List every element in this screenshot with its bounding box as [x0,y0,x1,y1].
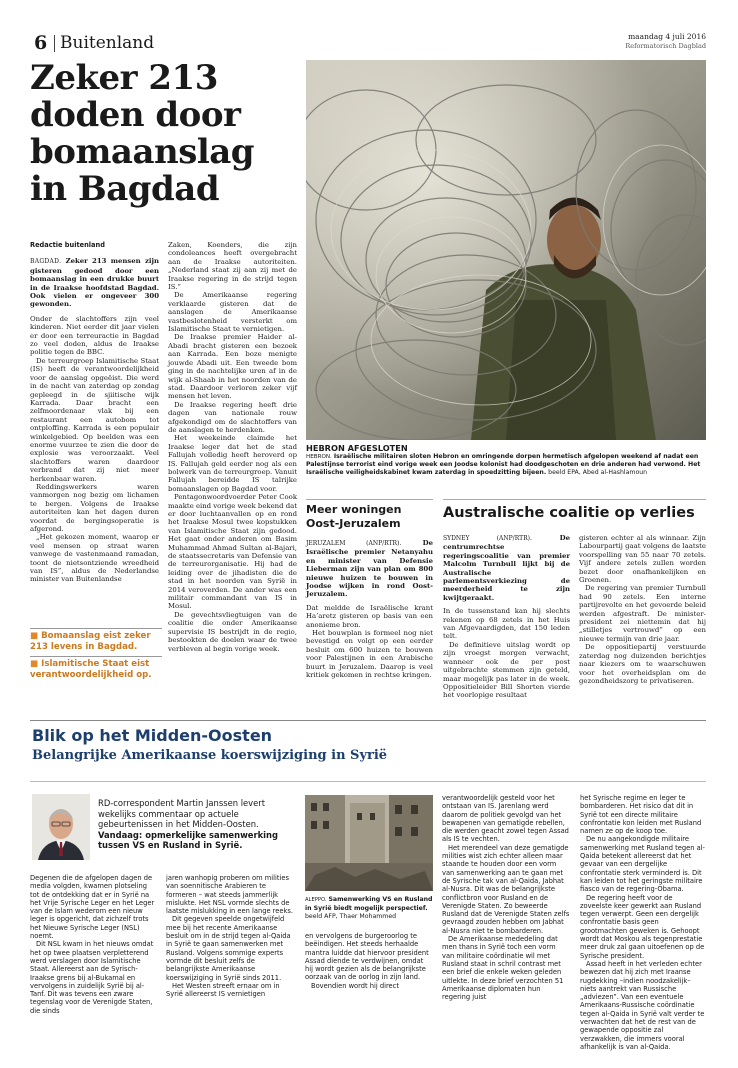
paragraph: De oppositiepartij verstuurde zaterdag nog duizenden berichtjes naar kiezers om te waarschuwen voor het overheidsplan om de gezondheidszorg te privatiseren. [579,643,706,685]
bullet-item: ■ Islamitische Staat eist verantwoordelijkheid op. [30,659,152,680]
column-col1 [30,874,158,1015]
caption-credit: beeld AFP, Thaer Mohammed [305,912,397,920]
section-title: Buitenland [60,33,155,53]
paragraph: Het bouwplan is formeel nog niet bevestigd en volgt op een eerder besluit om 600 huizen te bouwen voor Palestijnen in een Arabische buurt in Jeruzalem. Daarop is veel kritiek gekomen in rechtse kringen. [306,629,433,680]
paragraph: De nu aangekondigde militaire samenwerking met Rusland tegen al-Qaida betekent allereerst dat het gevaar van een dergelijke confrontatie sterk verminderd is. Dit kan leiden tot het geringste militaire fiasco van de regering-Obama. [580,835,705,894]
hebron-caption [306,444,706,477]
byline: Redactie buitenland [30,241,105,249]
paragraph: Degenen die de afgelopen dagen de media volgden, kwamen plotseling tot de ontdekking dat er in Syrië na het Vrije Syrische Leger en het Leger van de Islam wederom een nieuw leger is opgericht, dat zichzelf trots het Nieuwe Syrische Leger (NSL) noemt. [30,874,155,941]
dateline: BAGDAD. [30,258,62,266]
paragraph: „Het gekozen moment, waarop er veel mensen op straat waren vanwege de vastenmaand ramadan, toont de nietsontziende wreedheid van IS”, aldus de Nederlandse minister van Buitenlandse [30,533,159,584]
paragraph: en vervolgens de burgeroorlog te beëindigen. Het steeds herhaalde mantra luidde dat hiervoor president Assad diende te verdwijnen, omdat hij wordt gezien als de belangrijkste oorzaak van de oorlog in zijn land. [305,932,429,982]
header-paper: Reformatorisch Dagblad [625,42,706,50]
bullet-list [30,628,162,680]
paragraph: De gevechtsvliegtuigen van de coalitie die onder Amerikaanse supervisie IS bestrijdt in de regio, bestookten de doelen waar de twee verbleven al begin vorige week. [168,610,297,653]
headline-line: Zeker 213 [30,58,218,98]
article-jeruzalem [306,503,433,680]
paragraph: In de tussenstand kan hij slechts rekenen op 68 zetels in het Huis van Afgevaardigden, dat 150 leden telt. [443,607,570,641]
article-australie-col2 [579,534,706,685]
paragraph: De regering heeft voor de zoveelste keer gewerkt aan Rusland tegen verwerpt. Geen een dergelijk confrontatie basis geen grootmachten geweken is. Gehoopt wordt dat Moskou als tegenprestatie meer druk zal gaan uitoefenen op de Syrische president. [580,893,705,960]
soldier-barbed-wire-image [306,60,706,440]
paragraph: Assad heeft in het verleden echter bewezen dat hij zich met Iraanse rugdekking –indien noodzakelijk– niets aantrekt van Russische „adviezen”. Van een eventuele Amerikaans-Russische coördinatie tegen al-Qaida in Syrië valt verder te verwachten dat het de rest van de gewapende oppositie zal verzwakken, die immers vooral afhankelijk is van al-Qaida. [580,959,705,1051]
article-headline: Meer woningen Oost-Jeruzalem [306,503,402,530]
paragraph: De terreurgroep Islamitische Staat (IS) heeft de verantwoordelijkheid voor de aanslag opgeëist. Die werd in de nacht van zaterdag op zondag gepleegd in de sjiitische wijk Karrada. Daar bracht een zelfmoordenaar vlak bij een restaurant een autobom tot ontploffing. Karrada is een populair winkelgebied. Op beelden was een enorme vuurzee te zien die door de explosie was veroorzaakt. Veel slachtoffers waren daardoor verbrand dat zij niet meer herkenbaar waren. [30,356,159,483]
paragraph: jaren wanhopig proberen om milities van soennitische Arabieren te formeren – wat steeds jammerlijk mislukte. Het NSL vormde slechts de laatste mislukking in een lange reeks. [166,874,293,916]
article-australie-col1 [443,534,570,700]
column-title: Blik op het Midden-Oosten [32,726,273,745]
column-col4 [442,794,570,1001]
paragraph: Het Westen streeft ernaar om in Syrië allereerst IS vernietigen [166,981,280,999]
paragraph: Dit gegeven speelde ongetwijfeld mee bij het recente Amerikaanse besluit om in de strijd tegen al-Qaida in Syrië te gaan samenwerken met Rusland. Volgens sommige experts vormde dit besluit zelfs de belangrijkste Amerikaanse koerswijziging in Syrië sinds 2011. [166,915,291,982]
headline-line: doden door [30,95,241,135]
aleppo-caption [305,896,433,920]
paragraph: Het merendeel van deze gematigde milities wist zich echter alleen maar staande te houden door een vorm van samenwerking aan te gaan met de Syrische tak van al-Qaida, Jabhat al-Nusra. Dit was de belangrijkste conflictbron voor Rusland en de Verenigde Staten. Zo beweerde Rusland dat de Verenigde Staten zelfs gevraagd zouden hebben om Jabhat al-Nusra niet te bombarderen. [442,843,570,935]
paragraph: Onder de slachtoffers zijn veel kinderen. Niet eerder dit jaar vielen er door een terreuractie in Bagdad zo veel doden, aldus de Iraakse politie tegen de BBC. [30,314,159,357]
column-col3 [305,932,433,990]
portrait-image [32,794,90,860]
caption-title: HEBRON AFGESLOTEN [306,443,408,453]
paragraph: Dit NSL kwam in het nieuws omdat het op twee plaatsen verpletterend werd verslagen door Islamitische Staat. Allereerst aan de Syrisch-Iraakse grens bij al-Bukamal en vervolgens in zuidelijk Syrië bij al-Tanf. Dit was tevens een zware tegenslag voor de Verenigde Staten, die sinds [30,940,154,1015]
author-photo [32,794,90,860]
header-date: maandag 4 juli 2016 [628,32,706,41]
main-article-col1 [30,241,159,584]
ruined-street-image [305,795,433,891]
paragraph: Het weekeinde claimde het Iraakse leger dat het de stad Fallujah volledig heeft heroverd op IS. Fallujah geld eerder nog als een bolwerk van de terreurgroep. Vanuit Fallujah bereidde IS talrijke bomaanslagen op Bagdad voor. [168,434,297,493]
column-col2 [166,874,294,998]
divider [54,35,55,52]
paragraph: De Iraakse regering heeft drie dagen van nationale rouw afgekondigd om de slachtoffers van de aanslagen te herdenken. [168,400,297,434]
paragraph: Bovendien wordt hij direct [311,981,399,990]
paragraph: gisteren echter al als winnaar. Zijn Labourpartij gaat volgens de laatste voorspelling van 55 naar 70 zetels. Vijf andere zetels zullen worden bezet door onafhankelijken en Groenen. [579,534,706,585]
caption-credit: beeld EPA, Abed al-Hashlamoun [548,469,648,476]
paragraph: Reddingswerkers waren vanmorgen nog bezig om lichamen te bergen. Volgens de Iraakse autoriteiten kan het dagen duren voordat de bergingsoperatie is afgerond. [30,482,159,533]
paragraph: De Amerikaanse mededeling dat men thans in Syrië toch een vorm van militaire coördinatie wil met Rusland staat in schril contrast met een brief die enkele weken geleden uitlekte. In deze brief verzochten 51 Amerikaanse diplomaten hun regering juist [442,935,564,1002]
main-headline [30,60,300,208]
column-col5 [580,794,706,1051]
paragraph: De Iraakse premier Haider al-Abadi bracht gisteren een bezoek aan Karrada. Een boze menigte jouwde Abadi uit. Een tweede bom ging in de nachtelijke uren af in de wijk al-Shaab in het noorden van de stad. Daardoor verloren zeker vijf mensen het leven. [168,333,297,401]
dateline: SYDNEY (ANP/RTR). [443,535,532,542]
page-number: 6 [34,32,48,54]
column-intro: RD-correspondent Martin Janssen levert wekelijks commentaar op actuele gebeurtenissen in het Midden-Oosten. Vandaag: opmerkelijke samenwerking tussen VS en Rusland in Syrië. [98,798,279,850]
bullet-item: ■ Bomaanslag eist zeker 213 levens in Bagdad. [30,631,151,652]
headline-line: in Bagdad [30,169,220,209]
column-subtitle: Belangrijke Amerikaanse koerswijziging in Syrië [32,748,388,763]
paragraph: De regering van premier Turnbull had 90 zetels. Een interne partijrevolte en het gevoerde beleid werden afgestraft. De minister-president zei niettemin dat hij „stilletjes vertrouwd” op een nieuwe termijn van drie jaar. [579,584,706,643]
caption-text: Israëlische militairen sloten Hebron en omringende dorpen hermetisch afgelopen weekend af nadat een Palestijnse terrorist eind vorige week een Joodse kolonist had doodgeschoten en drie anderen had verwond. Het Israëlische veiligheidskabinet kwam zaterdag in spoedzitting bijeen. [306,453,701,476]
paragraph: De definitieve uitslag wordt op zijn vroegst morgen verwacht, wanneer ook de per post uitgebrachte stemmen zijn geteld, maar mogelijk pas later in de week. Oppositieleider Bill Shorten vierde het voorlopige resultaat [443,640,570,700]
headline-line: bomaanslag [30,132,255,172]
paragraph: De Amerikaanse regering verklaarde gisteren dat de aanslagen de Amerikaanse vastbeslotenheid versterkt om Islamitische Staat te vernietigen. [168,291,297,334]
caption-dateline: ALEPPO. [305,897,327,903]
paragraph: Pentagonwoordvoerder Peter Cook maakte eind vorige week bekend dat er door luchtaanvallen op en rond het Iraakse Mosul twee kopstukken van Islamitische Staat zijn gedood. Het gaat onder anderen om Basim Muhammad Ahmad Sultan al-Bajari, de staatssecretaris van Defensie van de terreurorganisatie. Hij had de leiding over de jihadisten die de stad in het noorden van Syrië in 2014 veroverden. De ander was een militair commandant van IS in Mosul. [168,493,297,611]
lead: JERUZALEM (ANP/RTR). De Israëlische premier Netanyahu en minister van Defensie Lieberman zijn van plan om 800 nieuwe huizen te bouwen in Joodse wijken in rond Oost-Jeruzalem. [306,539,433,599]
paragraph: Zaken, Koenders, die zijn condoleances heeft overgebracht aan de Iraakse autoriteiten. „Nederland staat zij aan zij met de Iraakse regering in de strijd tegen IS.” [168,241,297,292]
main-article-col2 [168,241,297,653]
hebron-photo [306,60,706,440]
caption-dateline: HEBRON. [306,454,332,460]
lead: BAGDAD. Zeker 213 mensen zijn gisteren gedood door een bomaanslag in een drukke buurt in de Iraakse hoofdstad Bagdad. Ook vielen er ongeveer 300 gewonden. [30,257,159,309]
caption-text: Samenwerking VS en Rusland in Syrië biedt mogelijk perspectief. [305,896,433,912]
article-headline: Australische coalitie op verlies [443,505,695,521]
dateline: JERUZALEM (ANP/RTR). [306,540,402,547]
paragraph: het Syrische regime en leger te bombarderen. Het risico dat dit in Syrië tot een directe militaire confrontatie kon leiden met Rusland namen ze op de koop toe. [580,794,702,836]
aleppo-photo [305,795,433,891]
paragraph: verantwoordelijk gesteld voor het ontstaan van IS. Jarenlang werd daarom de politiek gevolgd van het bewapenen van gematigde rebellen, die werden geacht zowel tegen Assad als IS te vechten. [442,794,569,844]
lead: SYDNEY (ANP/RTR). De centrumrechtse regeringscoalitie van premier Malcolm Turnbull lijkt bij de Australische parlementsverkiezing de meerderheid te zijn kwijtgeraakt. [443,534,571,602]
paragraph: Dat meldde de Israëlische krant Ha’aretz gisteren op basis van een anonieme bron. [306,603,433,629]
page-header [34,32,706,54]
